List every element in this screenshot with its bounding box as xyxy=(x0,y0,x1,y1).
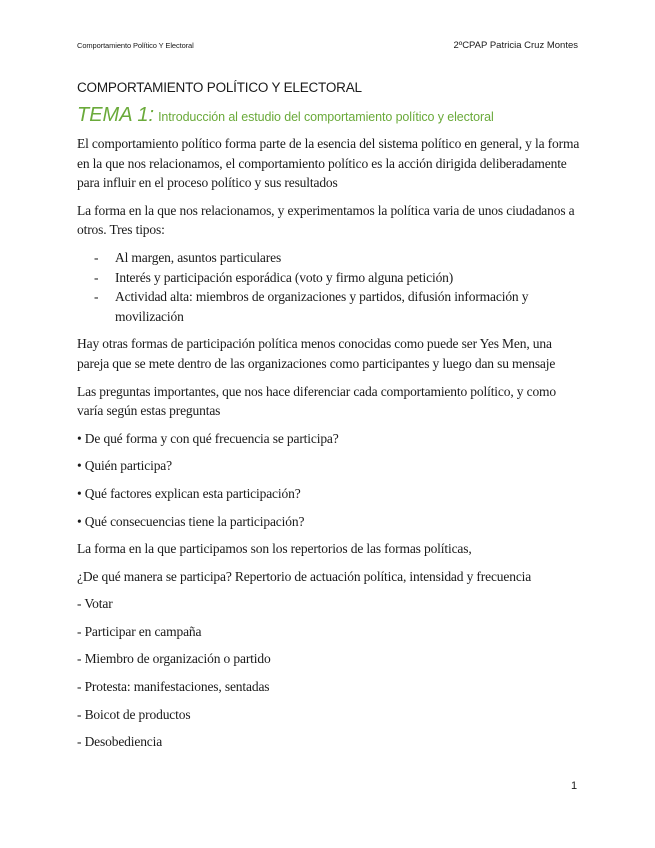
list-item: - Actividad alta: miembros de organizaciones y partidos, difusión información y movilización xyxy=(77,287,582,326)
repertoire-item: - Participar en campaña xyxy=(77,623,202,639)
repertoire-item: - Protesta: manifestaciones, sentadas xyxy=(77,679,270,695)
document-body xyxy=(77,134,582,760)
page-number: 1 xyxy=(571,780,578,792)
tema-number: TEMA 1: xyxy=(77,104,155,126)
repertoire-item: - Boicot de productos xyxy=(77,706,191,722)
question-item: • De qué forma y con qué frecuencia se participa? xyxy=(77,430,339,446)
repertoire-item: - Votar xyxy=(77,596,113,612)
paragraph: La forma en la que participamos son los repertorios de las formas políticas, xyxy=(77,541,472,557)
paragraph: ¿De qué manera se participa? Repertorio de actuación política, intensidad y frecuencia xyxy=(77,568,532,584)
document-title: COMPORTAMIENTO POLÍTICO Y ELECTORAL xyxy=(77,80,362,95)
paragraph: El comportamiento político forma parte de la esencia del sistema político en general, y la forma en la que nos relacionamos, el comportamiento político es la acción dirigida deliberadamente para influir en el proceso político y sus resultados xyxy=(77,136,580,191)
paragraph: La forma en la que nos relacionamos, y experimentamos la política varia de unos ciudadanos a otros. Tres tipos: xyxy=(77,202,575,238)
question-item: • Qué consecuencias tiene la participación? xyxy=(77,513,305,529)
types-list xyxy=(77,248,582,326)
repertoire-item: - Miembro de organización o partido xyxy=(77,651,271,667)
question-item: • Qué factores explican esta participación? xyxy=(77,485,301,501)
header-right: 2ºCPAP Patricia Cruz Montes xyxy=(453,40,578,51)
header-left: Comportamiento Político Y Electoral xyxy=(77,41,194,50)
paragraph: Las preguntas importantes, que nos hace diferenciar cada comportamiento político, y como varía según estas preguntas xyxy=(77,383,557,419)
tema-heading xyxy=(77,104,494,127)
repertoire-item: - Desobediencia xyxy=(77,734,163,750)
list-item: - Interés y participación esporádica (voto y firmo alguna petición) xyxy=(77,268,582,288)
question-item: • Quién participa? xyxy=(77,458,172,474)
paragraph: Hay otras formas de participación política menos conocidas como puede ser Yes Men, una pareja que se mete dentro de las organizaciones como participantes y luego dan su mensaje xyxy=(77,336,556,371)
list-item: - Al margen, asuntos particulares xyxy=(77,248,582,268)
tema-subtitle: Introducción al estudio del comportamiento político y electoral xyxy=(158,110,494,124)
